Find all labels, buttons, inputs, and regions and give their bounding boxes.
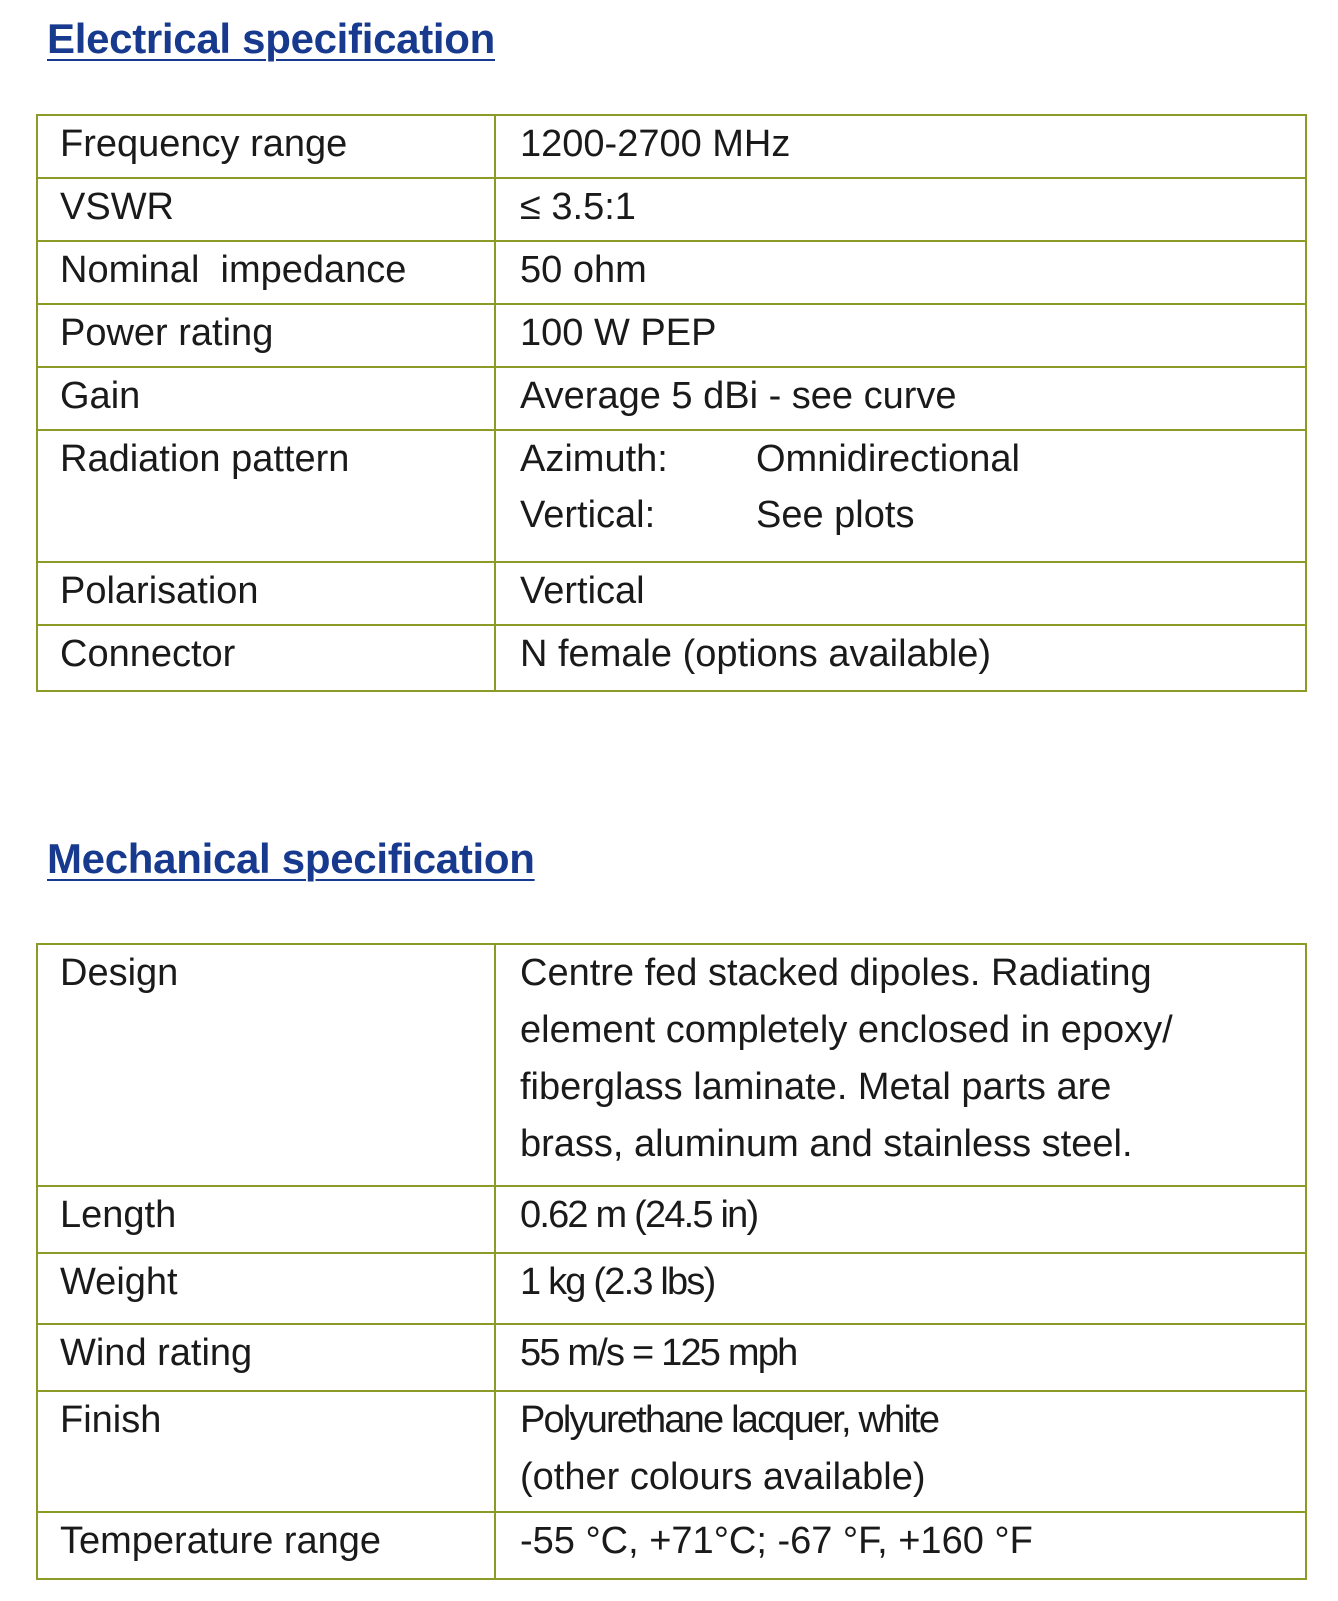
electrical-specification-heading: Electrical specification	[47, 15, 495, 62]
radiation-pattern-details	[520, 431, 1305, 543]
design-line: Centre fed stacked dipoles. Radiating	[520, 952, 1152, 994]
mechanical-specification-table	[36, 943, 1307, 1580]
row-label: Nominal impedance	[37, 241, 495, 304]
row-label: Polarisation	[37, 562, 495, 625]
design-line: fiberglass laminate. Metal parts are	[520, 1066, 1112, 1108]
table-row-weight	[37, 1253, 1306, 1324]
row-value	[495, 944, 1306, 1186]
azimuth-value: Omnidirectional	[756, 438, 1020, 480]
table-row-temperature-range	[37, 1512, 1306, 1579]
row-label: Wind rating	[37, 1324, 495, 1391]
vertical-key: Vertical:	[520, 494, 656, 536]
row-label: Weight	[37, 1253, 495, 1324]
table-row-power-rating	[37, 304, 1306, 367]
table-row-frequency-range	[37, 115, 1306, 178]
row-value: -55 °C, +71°C; -67 °F, +160 °F	[495, 1512, 1306, 1579]
design-line: element completely enclosed in epoxy/	[520, 1009, 1173, 1051]
row-value: 0.62 m (24.5 in)	[495, 1186, 1306, 1253]
table-row-nominal-impedance	[37, 241, 1306, 304]
table-row-gain	[37, 367, 1306, 430]
table-row-polarisation	[37, 562, 1306, 625]
electrical-specification-table	[36, 114, 1307, 692]
table-row-length	[37, 1186, 1306, 1253]
finish-line: Polyurethane lacquer, white	[520, 1399, 939, 1441]
row-value	[495, 1391, 1306, 1512]
mechanical-specification-heading: Mechanical specification	[47, 835, 535, 882]
row-label: Power rating	[37, 304, 495, 367]
table-row-finish	[37, 1391, 1306, 1512]
azimuth-key: Azimuth:	[520, 438, 668, 480]
finish-line: (other colours available)	[520, 1456, 926, 1498]
row-value: ≤ 3.5:1	[495, 178, 1306, 241]
row-value: 50 ohm	[495, 241, 1306, 304]
design-line: brass, aluminum and stainless steel.	[520, 1123, 1133, 1165]
row-value: 55 m/s = 125 mph	[495, 1324, 1306, 1391]
row-label: VSWR	[37, 178, 495, 241]
table-row-vswr	[37, 178, 1306, 241]
table-row-wind-rating	[37, 1324, 1306, 1391]
table-row-connector	[37, 625, 1306, 691]
row-value	[495, 430, 1306, 562]
vertical-value: See plots	[756, 494, 915, 536]
table-row-radiation-pattern	[37, 430, 1306, 562]
row-label: Connector	[37, 625, 495, 691]
table-row-design	[37, 944, 1306, 1186]
row-value: N female (options available)	[495, 625, 1306, 691]
row-label: Temperature range	[37, 1512, 495, 1579]
row-label: Length	[37, 1186, 495, 1253]
row-value: 1 kg (2.3 lbs)	[495, 1253, 1306, 1324]
row-label: Finish	[37, 1391, 495, 1512]
row-label: Radiation pattern	[37, 430, 495, 562]
row-label: Design	[37, 944, 495, 1186]
row-value: 1200-2700 MHz	[495, 115, 1306, 178]
row-value: Average 5 dBi - see curve	[495, 367, 1306, 430]
row-value: Vertical	[495, 562, 1306, 625]
row-value: 100 W PEP	[495, 304, 1306, 367]
row-label: Frequency range	[37, 115, 495, 178]
row-label: Gain	[37, 367, 495, 430]
